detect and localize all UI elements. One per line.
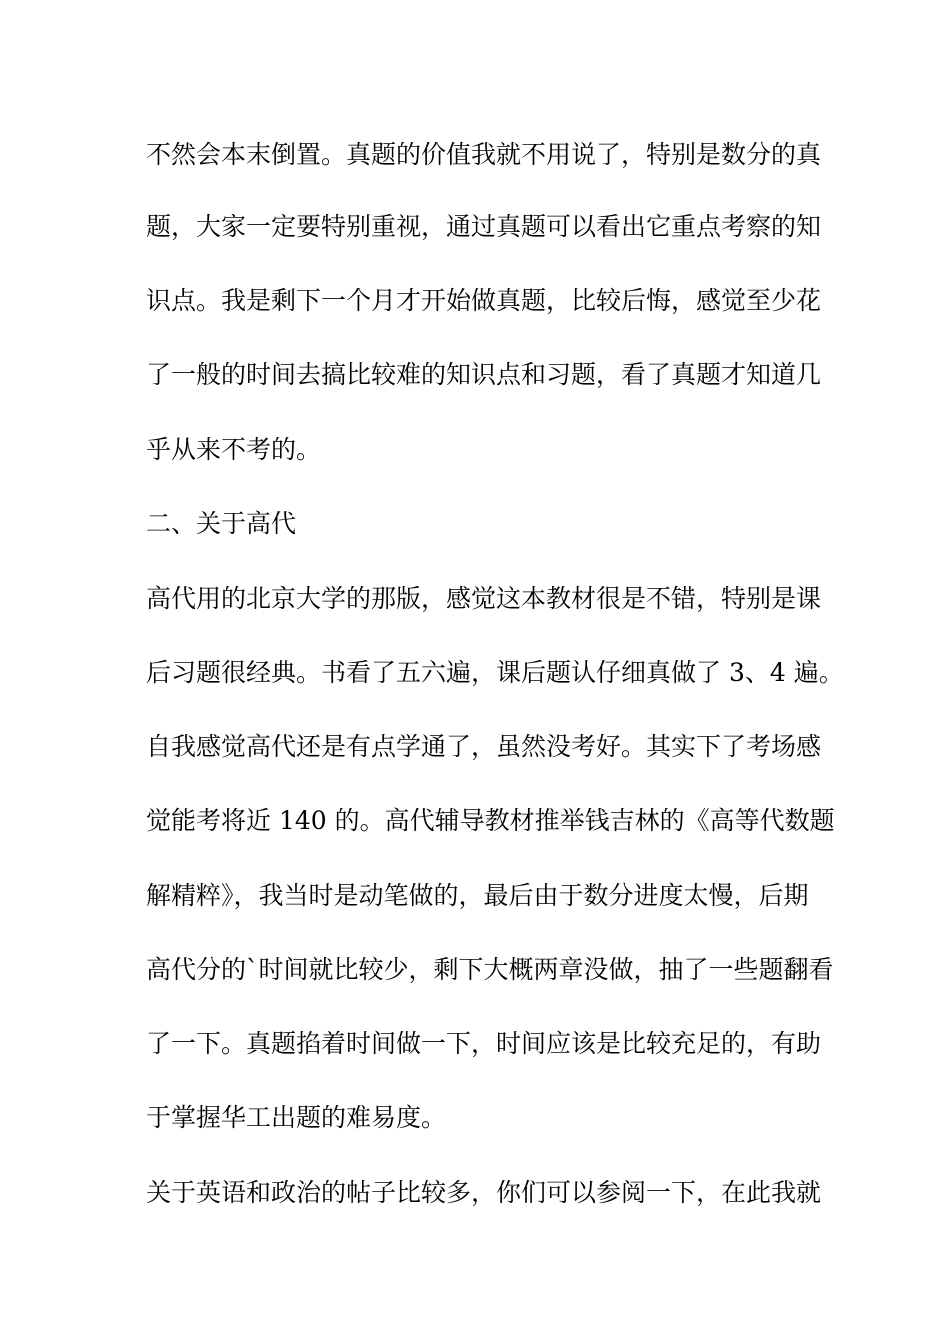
paragraph-line: 了一般的时间去搞比较难的知识点和习题，看了真题才知道几 (146, 360, 822, 389)
paragraph-line: 乎从来不考的。 (146, 435, 322, 464)
paragraph-line: 识点。我是剩下一个月才开始做真题，比较后悔，感觉至少花 (146, 286, 822, 315)
paragraph-line: 觉能考将近 140 的。高代辅导教材推举钱吉林的《高等代数题 (146, 806, 835, 835)
paragraph-line: 解精粹》，我当时是动笔做的，最后由于数分进度太慢，后期 (146, 881, 809, 910)
paragraph-line: 题，大家一定要特别重视，通过真题可以看出它重点考察的知 (146, 212, 822, 241)
paragraph-line: 后习题很经典。书看了五六遍，课后题认仔细真做了 3、4 遍。 (146, 658, 844, 687)
paragraph-line: 了一下。真题掐着时间做一下，时间应该是比较充足的，有助 (146, 1029, 822, 1058)
paragraph-line: 高代用的北京大学的那版，感觉这本教材很是不错，特别是课 (146, 584, 822, 613)
paragraph-line: 不然会本末倒置。真题的价值我就不用说了，特别是数分的真 (146, 140, 822, 169)
paragraph-line: 关于英语和政治的帖子比较多，你们可以参阅一下，在此我就 (146, 1178, 822, 1207)
paragraph-line: 于掌握华工出题的难易度。 (146, 1103, 447, 1132)
paragraph-line: 自我感觉高代还是有点学通了，虽然没考好。其实下了考场感 (146, 732, 822, 761)
section-heading: 二、关于高代 (146, 509, 297, 538)
paragraph-line: 高代分的`时间就比较少，剩下大概两章没做，抽了一些题翻看 (146, 955, 834, 984)
